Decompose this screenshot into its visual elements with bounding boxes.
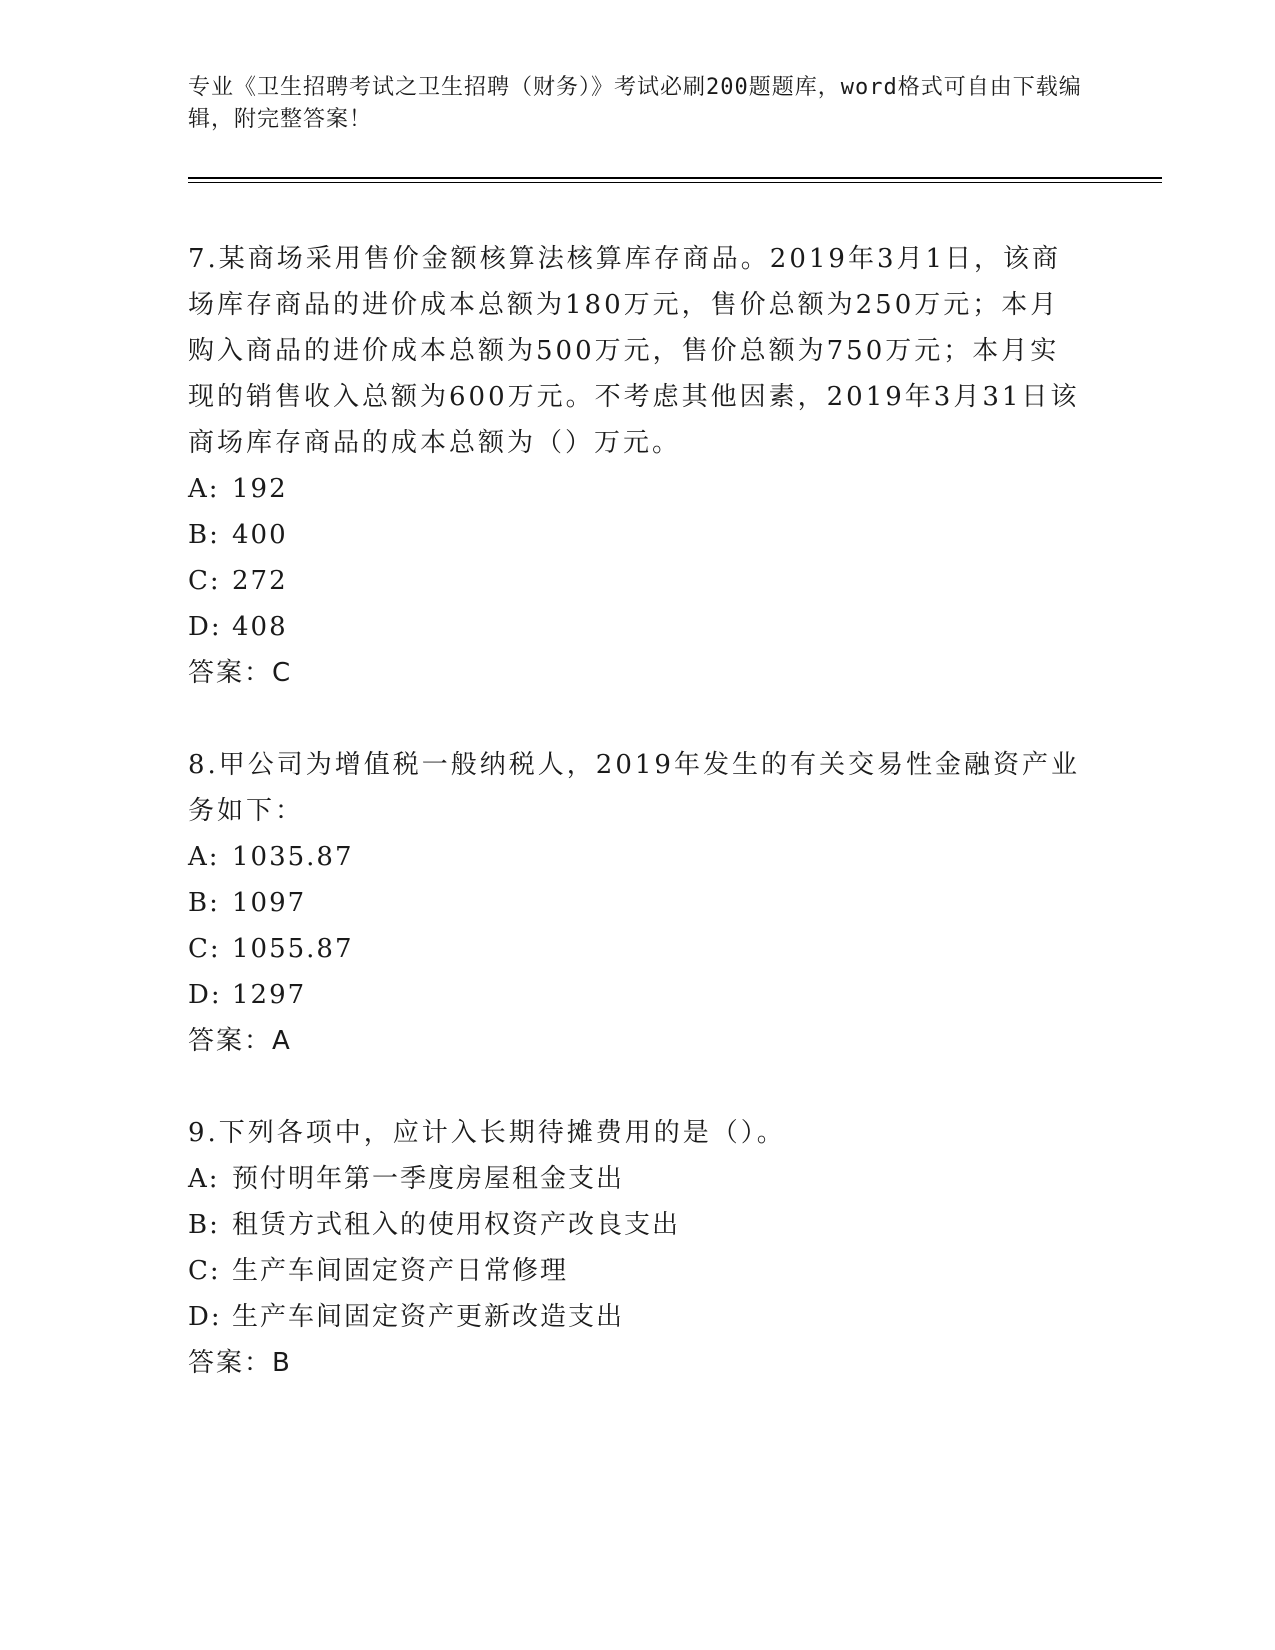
option-text: 1097 xyxy=(232,888,307,918)
option-b xyxy=(188,880,1088,926)
option-key: B: xyxy=(188,520,220,550)
option-c xyxy=(188,1248,1088,1294)
option-text: 预付明年第一季度房屋租金支出 xyxy=(232,1164,625,1194)
header-divider-thin xyxy=(188,182,1162,183)
option-d xyxy=(188,1294,1088,1340)
option-c xyxy=(188,558,1088,604)
option-text: 1055.87 xyxy=(232,934,354,964)
option-b xyxy=(188,1202,1088,1248)
answer-line: 答案：B xyxy=(188,1348,292,1378)
option-key: D: xyxy=(188,612,222,642)
option-text: 400 xyxy=(232,520,288,550)
question-stem: 9.下列各项中，应计入长期待摊费用的是（）。 xyxy=(188,1118,786,1148)
option-a xyxy=(188,466,1088,512)
option-d xyxy=(188,604,1088,650)
option-key: B: xyxy=(188,1210,220,1240)
option-d xyxy=(188,972,1088,1018)
option-text: 1035.87 xyxy=(232,842,354,872)
option-text: 租赁方式租入的使用权资产改良支出 xyxy=(232,1210,681,1240)
document-header: 专业《卫生招聘考试之卫生招聘（财务）》考试必刷200题题库，word格式可自由下载编辑，附完整答案！ xyxy=(188,75,1082,132)
question-stem: 8.甲公司为增值税一般纳税人，2019年发生的有关交易性金融资产业务如下： xyxy=(188,750,1080,826)
option-key: B: xyxy=(188,888,220,918)
option-key: A: xyxy=(188,842,220,872)
option-key: D: xyxy=(188,1302,222,1332)
option-key: A: xyxy=(188,474,220,504)
option-text: 生产车间固定资产更新改造支出 xyxy=(232,1302,625,1332)
answer-line: 答案：C xyxy=(188,658,293,688)
option-b xyxy=(188,512,1088,558)
header-divider-thick xyxy=(188,177,1162,179)
option-a xyxy=(188,1156,1088,1202)
answer-line: 答案：A xyxy=(188,1026,292,1056)
option-key: C: xyxy=(188,566,221,596)
option-text: 408 xyxy=(232,612,288,642)
question-7 xyxy=(188,236,1088,696)
option-key: A: xyxy=(188,1164,220,1194)
question-8 xyxy=(188,742,1088,1064)
option-key: C: xyxy=(188,1256,221,1286)
option-a xyxy=(188,834,1088,880)
option-text: 生产车间固定资产日常修理 xyxy=(232,1256,569,1286)
option-key: D: xyxy=(188,980,222,1010)
question-9 xyxy=(188,1110,1088,1386)
option-key: C: xyxy=(188,934,221,964)
option-c xyxy=(188,926,1088,972)
option-text: 192 xyxy=(232,474,288,504)
option-text: 1297 xyxy=(232,980,307,1010)
question-stem: 7.某商场采用售价金额核算法核算库存商品。2019年3月1日，该商场库存商品的进价成本总额为180万元，售价总额为250万元；本月购入商品的进价成本总额为500万元，售价总额为750万元；本月实现的销售收入总额为600万元。不考虑其他因素，2019年3月31日该商场库存商品的成本总额为（）万元。 xyxy=(188,244,1080,458)
option-text: 272 xyxy=(232,566,288,596)
